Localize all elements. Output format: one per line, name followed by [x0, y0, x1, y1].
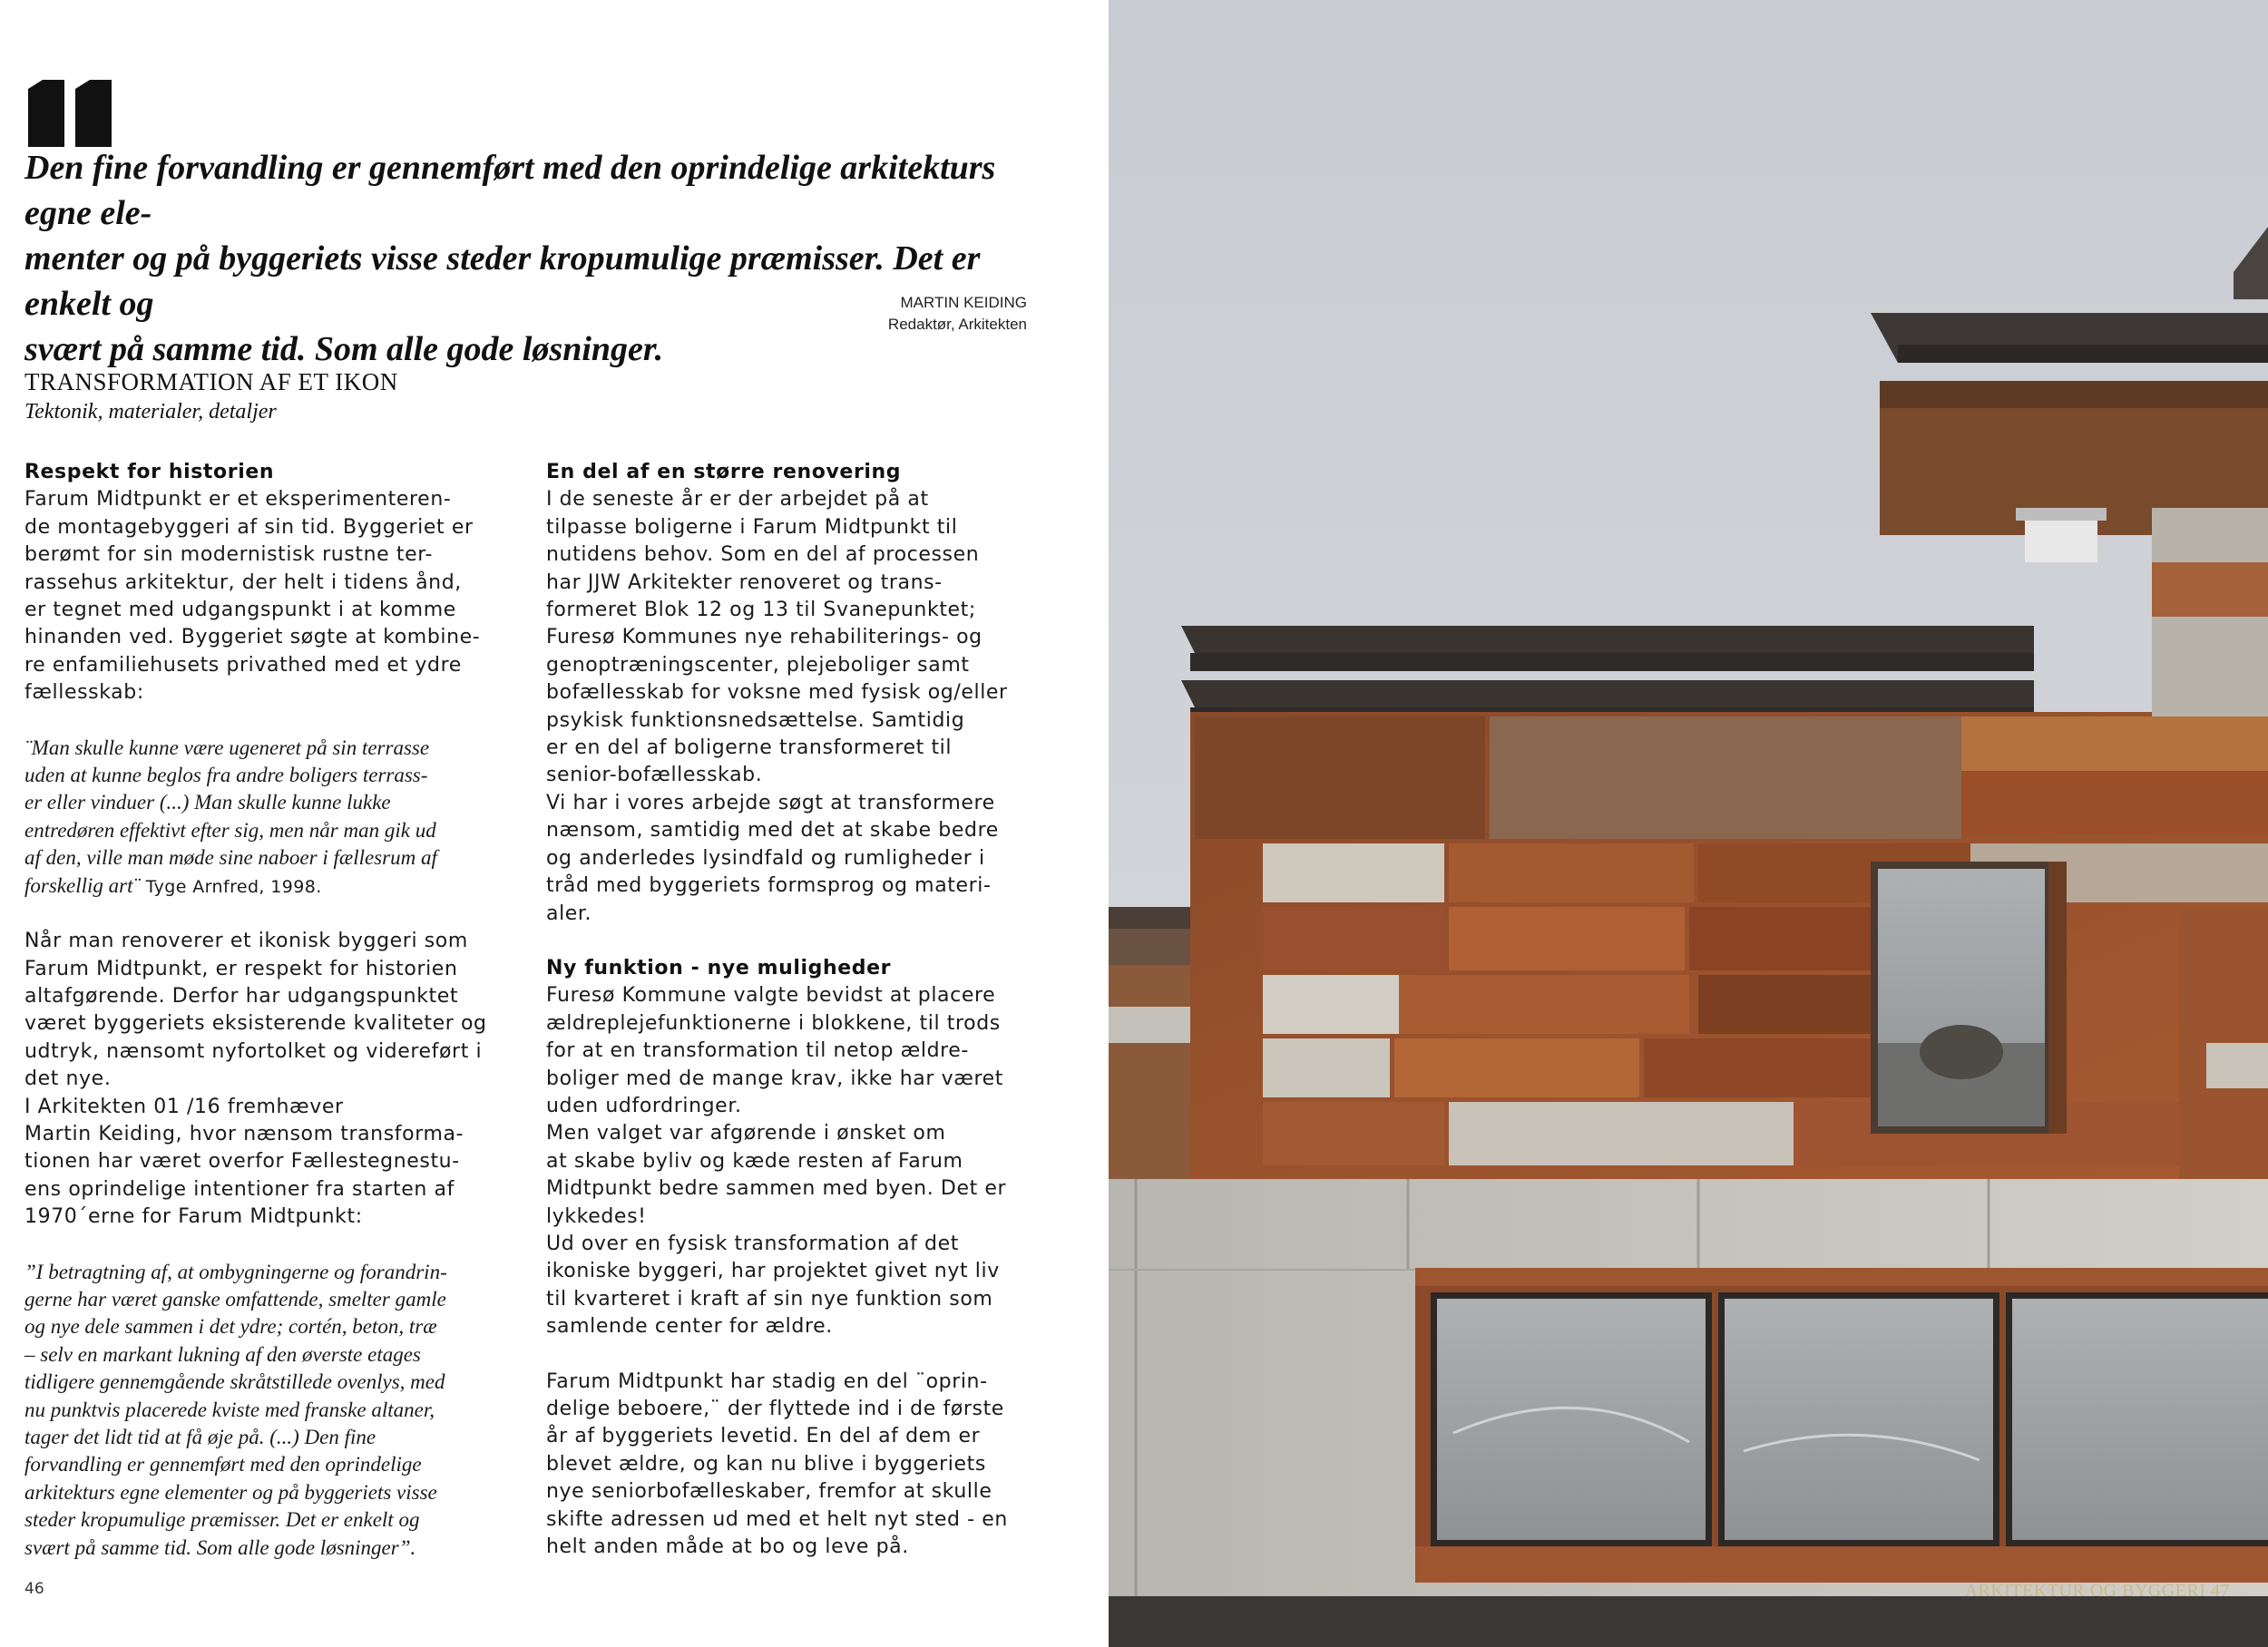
paragraph: I de seneste år er der arbejdet på at tilpasse boligerne i Farum Midtpunkt til nutidens behov. Som en del af processen har JJW Arkitekter renoveret og trans- formeret Blok 12 og 13 til Svanepunktet; Furesø Kommunes nye rehabiliterings- og genoptræningscenter, plejeboliger samt bofællesskab for voksne med fysisk og/eller psykisk funktionsnedsættelse. Samtidig er en del af boligerne transformeret til senior-bofællesskab. Vi har i vores arbejde søgt at transformere nænsom, samtidig med det at skabe bedre og anderledes lysindfald og rumligheder i tråd med byggeriets formsprog og materi- aler.: [546, 488, 1008, 925]
quote-author: MARTIN KEIDING: [900, 294, 1027, 311]
section-title: TRANSFORMATION AF ET IKON: [24, 368, 398, 395]
pull-quote: [24, 145, 1031, 372]
subheading-new-function: Ny funktion - nye muligheder: [546, 956, 892, 979]
quote-author-role: Redaktør, Arkitekten: [887, 316, 1027, 333]
quote-citation: Tyge Arnfred, 1998.: [140, 876, 322, 897]
paragraph: Farum Midtpunkt er et eksperimenteren- de montagebyggeri af sin tid. Byggeriet er berømt for sin modernistisk rustne ter- rassehus arkitektur, der helt i tidens ånd, er tegnet med udgangspunkt i at komme hinanden ved. Byggeriet søgte at kombine- re enfamiliehusets privathed med et ydre fællesskab:: [24, 488, 481, 705]
quote-attribution: [888, 292, 1027, 336]
block-quote: ”I betragtning af, at ombygningerne og forandrin- gerne har været ganske omfattende, smelter gamle og nye dele sammen i det ydre; cortén, beton, træ – selv en markant lukning af den øverste etages tidligere gennemgående skråtstillede ovenlys, med nu punktvis placerede kviste med franske altaner, tager det lidt tid at få øje på. (...) Den fine forvandling er gennemført med den oprindelige arkitekturs egne elementer og på byggeriets visse steder kropumulige præmisser. Det er enkelt og svært på samme tid. Som alle gode løsninger”.: [24, 1260, 447, 1559]
subheading-renovation: En del af en større renovering: [546, 461, 902, 483]
block-quote: [24, 735, 533, 901]
page-number-right: 47: [2211, 1581, 2230, 1601]
subheading-history: Respekt for historien: [24, 461, 275, 483]
magazine-footer: [1964, 1581, 2230, 1602]
quote-mark-icon: [24, 80, 115, 147]
left-page: [0, 0, 1109, 1647]
article-column-right: [546, 459, 1054, 1561]
pull-quote-line: svært på samme tid. Som alle gode løsninger.: [24, 330, 664, 368]
article-column-left: [24, 459, 533, 1562]
right-page: [1109, 0, 2268, 1647]
section-heading: [24, 366, 398, 426]
paragraph: Farum Midtpunkt har stadig en del ¨oprin- delige beboere,¨ der flyttede ind i de første år af byggeriets levetid. En del af dem er blevet ældre, og kan nu blive i byggeriets nye seniorbofælleskaber, fremfor at skulle skifte adressen ud med et helt nyt sted - en helt anden måde at bo og leve på.: [546, 1369, 1008, 1559]
building-facade-photo: [1109, 0, 2268, 1647]
paragraph: Furesø Kommune valgte bevidst at placere ældreplejefunktionerne i blokkene, til trods for at en transformation til netop ældre- boliger med de mange krav, ikke har været uden udfordringer. Men valget var afgørende i ønsket om at skabe byliv og kæde resten af Farum Midtpunkt bedre sammen med byen. Det er lykkedes! Ud over en fysisk transformation af det ikoniske byggeri, har projektet givet nyt liv til kvarteret i kraft af sin nye funktion som samlende center for ældre.: [546, 984, 1007, 1339]
paragraph: Når man renoverer et ikonisk byggeri som Farum Midtpunkt, er respekt for historien altafgørende. Derfor har udgangspunktet været byggeriets eksisterende kvaliteter og udtryk, nænsomt nyfortolket og videreført i det nye. I Arkitekten 01 /16 fremhæver Martin Keiding, hvor nænsom transforma- tionen har været overfor Fællestegnestu- ens oprindelige intentioner fra starten af 1970´erne for Farum Midtpunkt:: [24, 930, 487, 1229]
block-quote-text: ¨Man skulle kunne være ugeneret på sin terrasse uden at kunne beglos fra andre boligers terrass- er eller vinduer (...) Man skulle kunne lukke entredøren effektivt efter sig, men når man gik ud af den, ville man møde sine naboer i fællesrum af forskellig art¨: [24, 736, 437, 897]
magazine-name: ARKITEKTUR OG BYGGERI: [1964, 1581, 2206, 1601]
page-number-left: 46: [24, 1580, 44, 1598]
pull-quote-line: Den fine forvandling er gennemført med den oprindelige arkitekturs egne ele-: [24, 149, 996, 232]
section-subtitle: Tektonik, materialer, detaljer: [24, 400, 277, 424]
pull-quote-line: menter og på byggeriets visse steder kropumulige præmisser. Det er enkelt og: [24, 239, 981, 323]
